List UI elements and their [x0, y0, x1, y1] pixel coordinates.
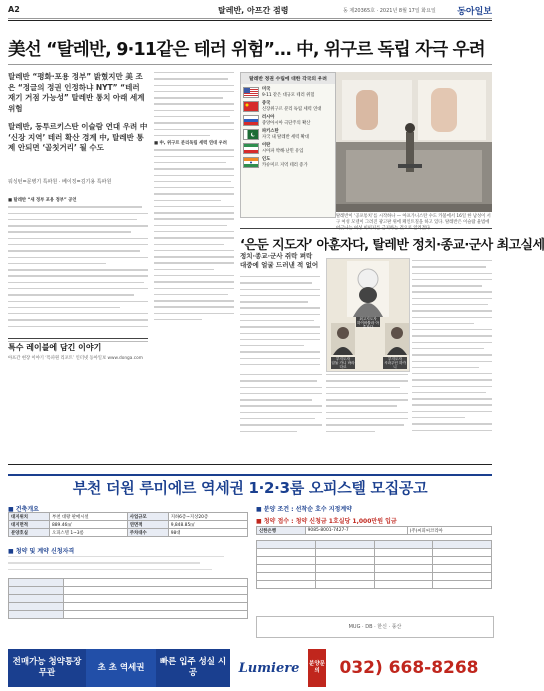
- second-body-col2: [240, 374, 322, 438]
- country-name: 인도: [262, 157, 271, 162]
- country-concern: 신장위구르 분리 독립 세력 연대: [262, 106, 322, 112]
- country-concern: 카슈미르 지역 테러 증가: [262, 162, 308, 168]
- issue-date: 동 제20365호 · 2021년 8월 17일 화요일: [343, 8, 436, 14]
- account-number: 9085-8001-7427-7: [305, 527, 407, 535]
- article-body-col1: [8, 196, 148, 336]
- profile-label-left: [331, 357, 355, 369]
- profile-role: 부지도자: [388, 357, 402, 361]
- country-concern: 중앙아시아 극단주의 확산: [262, 120, 311, 126]
- country-concern: 자국 내 탈레반 세력 확대: [262, 134, 309, 140]
- ad-documents-table: [8, 578, 248, 619]
- ad-eligibility-heading: ■ 청약 및 계약 신청자격: [8, 548, 75, 555]
- concern-row-india: [243, 157, 333, 168]
- country-name: 파키스탄: [262, 129, 279, 134]
- body-subhead: ■ 中, 위구르 분리독립 세력 연대 우려: [154, 141, 227, 147]
- body-subhead: ■ 탈레반 “새 정부 포용 정부” 공언: [8, 198, 77, 203]
- profile-label-center: [356, 317, 380, 327]
- ad-developer-logos: MUG · DB · 한신 · 풍산: [256, 616, 494, 638]
- profile-name: 시라주딘 하카니: [384, 361, 406, 369]
- ad-schedule-table: [256, 540, 492, 589]
- country-name: 러시아: [262, 115, 275, 120]
- concern-row-russia: [243, 115, 333, 126]
- country-concerns-infographic: [240, 72, 336, 218]
- article-body-col2: [154, 72, 234, 338]
- phone-label: 분양문의: [308, 649, 326, 687]
- ad-account-table: [256, 526, 492, 535]
- body-text-lines: [8, 206, 148, 327]
- usa-flag-icon: [243, 87, 259, 98]
- ad-divider: [8, 464, 492, 465]
- kabul-billboard-photo: [336, 72, 492, 212]
- ad-feature-1: 전매가능 청약통장 무관: [8, 649, 86, 687]
- profile-label-right: [383, 357, 407, 369]
- infographic-title: 탈레반 정권 수립에 대한 각국의 우려: [241, 73, 335, 84]
- table-row: 분양호실 오피스텔 1~3룸 주차대수 98대: [9, 529, 248, 537]
- ad-feature-2: 초 초 역세권: [86, 649, 156, 687]
- country-name: 미국: [262, 87, 271, 92]
- india-flag-icon: [243, 157, 259, 168]
- brand-logo: Lumiere: [230, 649, 308, 687]
- ad-overview-table: [8, 512, 248, 537]
- subarticle-rule: [240, 228, 492, 229]
- profile-name: 하이바툴라 아훈자다: [357, 321, 379, 329]
- related-title: 특수 레이블에 담긴 이야기: [8, 343, 102, 352]
- body-text-lines: [154, 72, 234, 136]
- page-number: A2: [8, 5, 20, 14]
- concern-row-iran: [243, 143, 333, 154]
- deck-line-2: 탈레반, 동투르키스탄 이슬람 연대 우려 中 ‘신장 지역’ 테러 확산 경계 中, 탈레반 통제 안되면 ‘골칫거리’ 될 수도: [8, 122, 148, 152]
- iran-flag-icon: [243, 143, 259, 154]
- account-holder: (주)씨피씨코리아: [407, 527, 491, 535]
- header-rule: [8, 20, 492, 21]
- second-body-col4: [412, 260, 492, 438]
- section-title: 탈레반, 아프간 점령: [218, 6, 289, 15]
- newspaper-logo: 동아일보: [457, 7, 492, 17]
- profile-role: 부지도자: [336, 357, 350, 361]
- concern-row-usa: [243, 87, 333, 98]
- profile-role: 최고지도자: [359, 317, 377, 321]
- headline-rule: [8, 64, 492, 65]
- table-row: 대지면적 889.46㎡ 연면적 9,848.85㎡: [9, 521, 248, 529]
- second-body-col1: [240, 276, 320, 370]
- ad-title: 부천 더원 루미에르 역세권 1·2·3룸 오피스텔 모집공고: [8, 474, 492, 500]
- ad-feature-3: 빠른 입주 성실 시공: [156, 649, 230, 687]
- main-headline: 美선 “탈레반, 9·11같은 테러 위험”… 中, 위구르 독립 자극 우려: [8, 40, 485, 60]
- country-concern: 9·11 같은 대규모 테러 위험: [262, 92, 315, 98]
- country-concern: 시아파 박해·난민 유입: [262, 148, 304, 154]
- russia-flag-icon: [243, 115, 259, 126]
- second-body-col3: [326, 374, 408, 438]
- deck-line-1: 탈레반 “평화·포용 정부” 밝혔지만 美 조은 “정글의 정권 인정하냐 NYT” “테러 재기 거점 가능성” 탈레반 통치 아래 세계 위험: [8, 72, 145, 113]
- ad-application-heading: ■ 청약 접수 : 청약 신청금 1호실당 1,000만원 입금: [256, 518, 397, 525]
- ad-eligibility-text: [8, 556, 248, 575]
- article-deck: [8, 72, 148, 162]
- photo-caption: 탈레반이 ‘공포통치’를 시작하나 — 아프가니스탄 수도 카불에서 16일 한 남성이 서구 여성 모델이 그려진 광고판 위에 페인트칠을 하고 있다. 탈레반은 이슬람 율법에: [336, 214, 491, 225]
- profile-name: 압둘 가니 바라다르: [331, 361, 355, 369]
- related-text: 아프간 현장 이야기 ‘특파원 리포트’ 인터넷 동아일보 www.donga.com: [8, 356, 143, 361]
- phone-number[interactable]: 032) 668-8268: [326, 649, 492, 687]
- ad-overview-heading: ■ 건축개요: [8, 506, 39, 513]
- ad-bottom-bar: [8, 649, 492, 687]
- bank-name: 신한은행: [257, 527, 306, 535]
- body-text-lines: [154, 149, 234, 320]
- second-deck: 정치·종교·군사 쥐락 펴락 대중에 얼굴 드러낸 적 없어: [240, 252, 319, 269]
- related-story-box: [8, 338, 148, 372]
- pakistan-flag-icon: [243, 129, 259, 140]
- page-header: [8, 4, 492, 19]
- taliban-leaders-portraits: [326, 258, 410, 372]
- country-name: 이란: [262, 143, 271, 148]
- ad-terms-heading: ■ 분양 조건 : 선착순 호수 지정계약: [256, 506, 352, 513]
- china-flag-icon: [243, 101, 259, 112]
- byline: 워싱턴=문병기 특파원 · 베이징=김기용 특파원: [8, 179, 112, 185]
- concern-row-china: [243, 101, 333, 112]
- leader-portraits-graphic: [327, 259, 409, 371]
- concern-row-pakistan: [243, 129, 333, 140]
- second-headline: ‘은둔 지도자’ 아훈자다, 탈레반 정치·종교·군사 최고실세: [240, 238, 544, 253]
- table-row: 대지위치 부천 대왕 판매시설 사업규모 지하6층~지상20층: [9, 513, 248, 521]
- country-name: 중국: [262, 101, 271, 106]
